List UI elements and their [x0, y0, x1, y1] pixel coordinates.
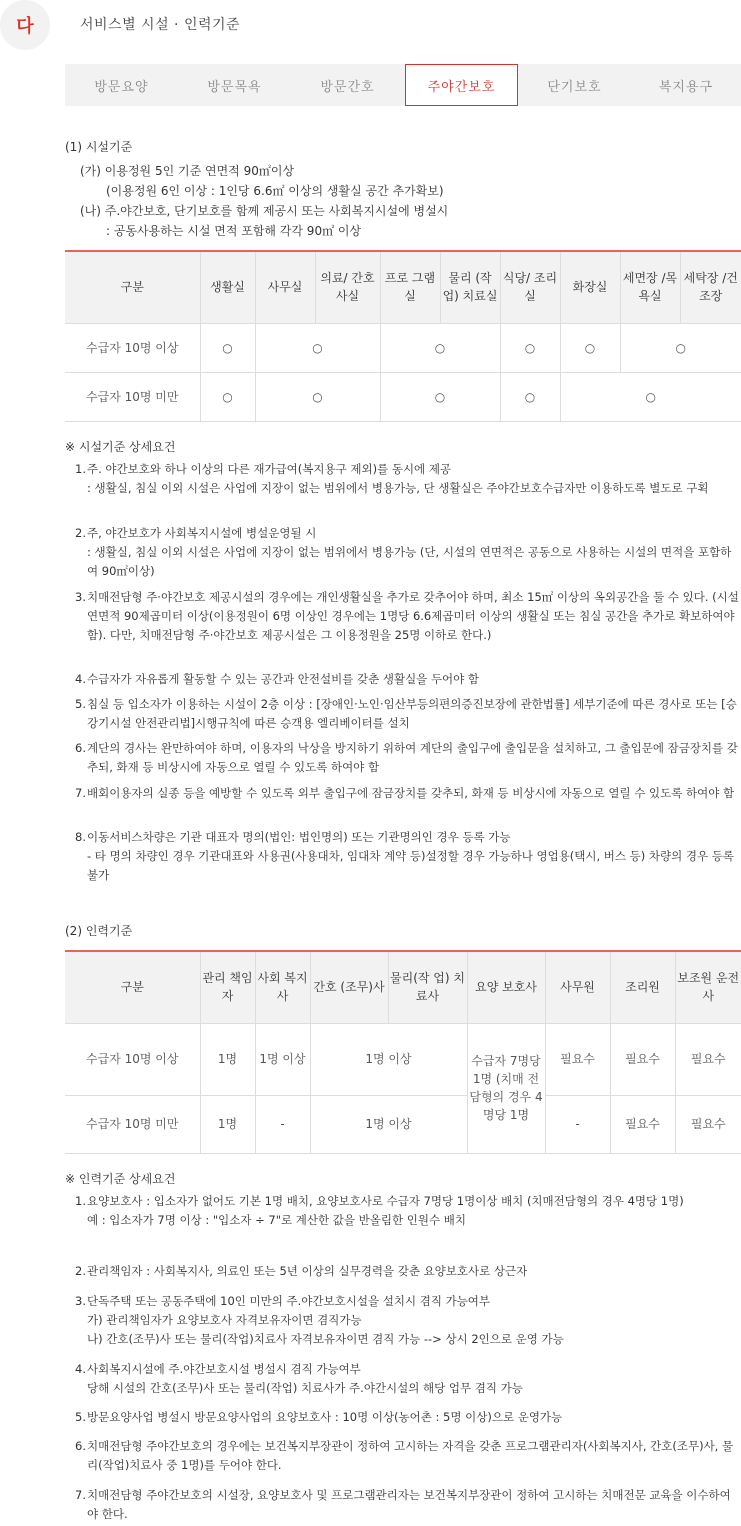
table-row: [65, 323, 741, 372]
tab-visit-nursing[interactable]: 방문간호: [320, 79, 375, 95]
item-number: 5.: [75, 697, 86, 711]
cell: 1명: [200, 1095, 255, 1153]
item-text: 침실 등 입소자가 이용하는 시설이 2층 이상 : [장애인·노인·임산부등의편의증진보장에 관한법률] 세부기준에 따른 경사로 또는 [승강기시설 안전관리법]시행규칙에 따른 승객용 엘리베이터를 설치: [87, 697, 737, 730]
cell: -: [545, 1095, 610, 1153]
item-text: 치매전담형 주야간보호의 시설장, 요양보호사 및 프로그램관리자는 보건복지부장관이 정하여 고시하는 치매전문 교육을 이수하여야 한다.: [87, 1488, 731, 1521]
row-label: 수급자 10명 미만: [65, 1095, 200, 1153]
table-row: [65, 1023, 741, 1095]
item-subtext: : 생활실, 침실 이외 시설은 사업에 지장이 없는 범위에서 병용가능 (단, 시설의 연면적은 공동으로 사용하는 시설의 면적을 포함하여 90㎡이상): [87, 545, 732, 578]
item-number: 8.: [75, 830, 86, 844]
cell: ○: [620, 323, 741, 372]
item-number: 6.: [75, 1439, 86, 1453]
table-header: 관리 책임자: [200, 951, 255, 1023]
item-text: 치매전담형 주야간보호의 경우에는 보건복지부장관이 정하여 고시하는 자격을 갖춘 프로그램관리자(사회복지사, 간호(조무)사, 물리(작업)치료사 중 1명)를 두어야 한다.: [87, 1439, 734, 1472]
item-text: 배회이용자의 실종 등을 예방할 수 있도록 외부 출입구에 잠금장치를 갖추되, 화재 등 비상시에 자동으로 열릴 수 있도록 하여야 함: [87, 786, 735, 800]
facility-line: : 공동사용하는 시설 면적 포함해 각각 90㎡ 이상: [106, 224, 362, 238]
cell: 필요수: [675, 1023, 741, 1095]
cell: 필요수: [545, 1023, 610, 1095]
item-text: 방문요양사업 병설시 방문요양사업의 요양보호사 : 10명 이상(농어촌 : 5명 이상)으로 운영가능: [87, 1410, 563, 1424]
table-row: [65, 1095, 741, 1153]
staff-note-item: [75, 1486, 741, 1524]
cell: -: [255, 1095, 310, 1153]
staff-note-item: [75, 1408, 741, 1427]
item-text: 계단의 경사는 완만하여야 하며, 이용자의 낙상을 방지하기 위하여 계단의 출입구에 출입문을 설치하고, 그 출입문에 잠금장치를 갖추되, 화재 등 비상시에 자동으로 열릴 수 있도록 하여야 함: [87, 741, 738, 774]
row-label: 수급자 10명 이상: [65, 323, 200, 372]
item-number: 3.: [75, 590, 86, 604]
service-tabs: [65, 64, 741, 106]
facility-line: (이용정원 6인 이상 : 1인당 6.6㎡ 이상의 생활실 공간 추가확보): [106, 184, 444, 198]
facility-note-item: [75, 695, 741, 733]
item-text: 이동서비스차량은 기관 대표자 명의(법인: 법인명의) 또는 기관명의인 경우 등록 가능: [87, 830, 511, 844]
table-header: 간호 (조무)사: [310, 951, 388, 1023]
cell: ○: [255, 323, 380, 372]
cell: ○: [200, 323, 255, 372]
table-header: 물리(작 업) 치료사: [388, 951, 467, 1023]
table-header: 보조원 운전사: [675, 951, 741, 1023]
table-header: 조리원: [610, 951, 675, 1023]
item-number: 1.: [75, 1194, 86, 1208]
item-subtext: 당해 시설의 간호(조무)사 또는 물리(작업) 치료사가 주.야간시설의 해당 업무 겸직 가능: [87, 1381, 523, 1395]
item-number: 7.: [75, 786, 86, 800]
page-title: 서비스별 시설 · 인력기준: [80, 17, 241, 33]
staff-note-item: [75, 1262, 741, 1281]
staff-heading: (2) 인력기준: [65, 924, 133, 938]
cell: 1명 이상: [255, 1023, 310, 1095]
cell: 1명: [200, 1023, 255, 1095]
table-header: 세면장 /목욕실: [620, 251, 680, 323]
table-header: 생활실: [200, 251, 255, 323]
tab-visit-bath[interactable]: 방문목욕: [207, 79, 262, 95]
facility-note-item: [75, 588, 741, 645]
item-number: 2.: [75, 526, 86, 540]
item-text: 사회복지시설에 주.야간보호시설 병설시 겸직 가능여부: [87, 1362, 361, 1376]
item-subtext: 나) 간호(조무)사 또는 물리(작업)치료사 자격보유자이면 겸직 가능 --> 상시 2인으로 운영 가능: [87, 1332, 564, 1346]
staff-table: [65, 950, 741, 1154]
item-number: 4.: [75, 1362, 86, 1376]
facility-note-item: [75, 739, 741, 777]
cell: ○: [500, 372, 560, 421]
row-label: 수급자 10명 이상: [65, 1023, 200, 1095]
staff-note-item: [75, 1292, 741, 1349]
care-worker-cell: 수급자 7명당 1명 (치매 전담형의 경우 4명당 1명: [467, 1023, 545, 1153]
table-row: [65, 372, 741, 421]
table-header: 사무원: [545, 951, 610, 1023]
table-header: 사무실: [255, 251, 315, 323]
staff-note-item: [75, 1437, 741, 1475]
facility-note-item: [75, 524, 741, 581]
table-header: 구분: [65, 951, 200, 1023]
cell: ○: [255, 372, 380, 421]
item-subtext: 예 : 입소자가 7명 이상 : "입소자 ÷ 7"로 계산한 값을 반올림한 인원수 배치: [87, 1213, 466, 1227]
cell: 1명 이상: [310, 1023, 467, 1095]
staff-notes-heading: ※ 인력기준 상세요건: [65, 1172, 176, 1186]
item-text: 주, 야간보호가 사회복지시설에 병설운영될 시: [87, 526, 317, 540]
item-number: 3.: [75, 1294, 86, 1308]
cell: 1명 이상: [310, 1095, 467, 1153]
item-number: 4.: [75, 672, 86, 686]
item-subtext: 가) 관리책임자가 요양보호사 자격보유자이면 겸직가능: [87, 1313, 362, 1327]
item-number: 1.: [75, 462, 86, 476]
tab-day-night-care[interactable]: 주야간보호: [405, 64, 518, 106]
facility-note-item: [75, 784, 741, 803]
item-number: 2.: [75, 1264, 86, 1278]
item-text: 수급자가 자유롭게 활동할 수 있는 공간과 안전설비를 갖춘 생활실을 두어야 함: [87, 672, 480, 686]
cell: ○: [560, 323, 620, 372]
facility-heading: (1) 시설기준: [65, 140, 133, 154]
cell: 필요수: [675, 1095, 741, 1153]
item-subtext: : 생활실, 침실 이외 시설은 사업에 지장이 없는 범위에서 병용가능, 단 생활실은 주야간보호수급자만 이용하도록 별도로 구획: [87, 481, 709, 495]
cell: ○: [380, 323, 500, 372]
table-header: 프로 그램실: [380, 251, 440, 323]
item-subtext: - 타 명의 차량인 경우 기관대표와 사용권(사용대차, 임대차 계약 등)설정할 경우 가능하나 영업용(택시, 버스 등) 차량의 경우 등록 불가: [87, 849, 734, 882]
staff-note-item: [75, 1192, 741, 1230]
table-header: 구분: [65, 251, 200, 323]
table-header: 화장실: [560, 251, 620, 323]
table-header: 세탁장 /건조장: [680, 251, 741, 323]
item-text: 주. 야간보호와 하나 이상의 다른 재가급여(복지용구 제외)를 동시에 제공: [87, 462, 452, 476]
tab-visit-care[interactable]: 방문요양: [94, 79, 149, 95]
item-text: 단독주택 또는 공동주택에 10인 미만의 주.야간보호시설을 설치시 겸직 가능여부: [87, 1294, 491, 1308]
facility-note-item: [75, 460, 741, 498]
facility-line: (가) 이용정원 5인 기준 연면적 90㎡이상: [80, 164, 295, 178]
facility-note-item: [75, 828, 741, 885]
cell: ○: [200, 372, 255, 421]
staff-note-item: [75, 1360, 741, 1398]
item-text: 관리책임자 : 사회복지사, 의료인 또는 5년 이상의 실무경력을 갖춘 요양보호사로 상근자: [87, 1264, 528, 1278]
table-header: 물리 (작업) 치료실: [440, 251, 500, 323]
table-header: 사회 복지사: [255, 951, 310, 1023]
table-header: 요양 보호사: [467, 951, 545, 1023]
cell: 필요수: [610, 1095, 675, 1153]
tab-welfare-equipment[interactable]: 복지용구: [658, 79, 714, 95]
table-header: 의료/ 간호사실: [315, 251, 380, 323]
cell: ○: [380, 372, 500, 421]
facility-line: (나) 주.야간보호, 단기보호를 함께 제공시 또는 사회복지시설에 병설시: [80, 204, 449, 218]
item-text: 치매전담형 주·야간보호 제공시설의 경우에는 개인생활실을 추가로 갖추어야 하며, 최소 15㎡ 이상의 옥외공간을 둘 수 있다. (시설 연면적 90제곱미터 이상(이용정원이 6명 이상인 경우에는 1명당 6.6제곱미터 이상의 생활실 또는 침실 공간을 추가로 확보하여야 함). 다만, 치매전담형 주·야간보호 제공시설은 그 이용정원을 25명 이하로 한다.): [87, 590, 739, 642]
item-number: 7.: [75, 1488, 86, 1502]
cell: 필요수: [610, 1023, 675, 1095]
item-number: 5.: [75, 1410, 86, 1424]
cell: ○: [560, 372, 741, 421]
facility-notes-heading: ※ 시설기준 상세요건: [65, 440, 176, 454]
item-text: 요양보호사 : 입소자가 없어도 기본 1명 배치, 요양보호사로 수급자 7명당 1명이상 배치 (치매전담형의 경우 4명당 1명): [87, 1194, 684, 1208]
row-label: 수급자 10명 미만: [65, 372, 200, 421]
tab-short-term-care[interactable]: 단기보호: [547, 79, 602, 95]
facility-note-item: [75, 670, 741, 689]
cell: ○: [500, 323, 560, 372]
section-badge: 다: [0, 0, 50, 50]
table-header: 식당/ 조리실: [500, 251, 560, 323]
facility-table: [65, 250, 741, 422]
item-number: 6.: [75, 741, 86, 755]
